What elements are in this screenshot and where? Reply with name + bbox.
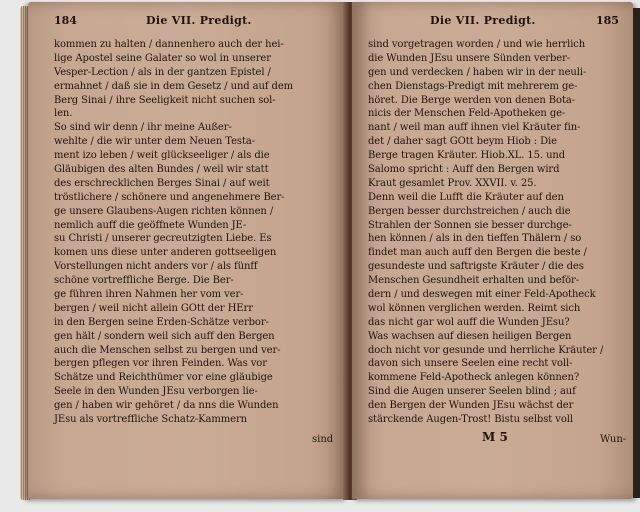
text-line: findet man auch auff den Bergen die beste / [368, 247, 587, 259]
right-catchword: Wun- [600, 434, 627, 445]
text-line: ment izo leben / weit glückseeliger / als die [54, 150, 270, 162]
text-line: Sind die Augen unserer Seelen blind ; auf [368, 386, 576, 398]
signature-mark: M 5 [482, 430, 508, 444]
book-cover-edge [633, 8, 640, 498]
text-line: ge unsere Glaubens-Augen richten können / [54, 205, 274, 217]
text-line: davon sich unsere Seelen eine recht voll- [368, 358, 573, 370]
text-line: gen / haben wir gehöret / da nns die Wunden [54, 400, 279, 412]
text-line: dern / und deswegen mit einer Feld-Apotheck [368, 289, 596, 301]
text-line: komen uns diese unter anderen gottseeligen [54, 247, 277, 259]
right-page-text [368, 38, 603, 427]
text-line: das nicht gar wol auff die Wunden JEsu? [368, 316, 570, 328]
text-line: kommene Feld-Apotheck anlegen können? [368, 372, 580, 384]
text-line: die Wunden JEsu unsere Sünden verber- [368, 52, 571, 64]
text-line: det / daher sagt GOtt beym Hiob : Die [368, 136, 557, 148]
text-line: stärckende Augen-Trost! Bistu selbst voll [368, 414, 573, 426]
text-line: sind vorgetragen worden / und wie herrlich [368, 39, 586, 50]
text-line: Vesper-Lection / als in der gantzen Epistel / [54, 66, 271, 78]
left-page [28, 2, 348, 499]
left-running-title: Die VII. Predigt. [146, 14, 252, 27]
text-line: nemlich auff die geöffnete Wunden JE- [54, 219, 247, 231]
text-line: nicis der Menschen Feld-Apotheken ge- [368, 108, 566, 120]
text-line: gen und verdecken / haben wir in der neuli- [368, 66, 587, 78]
text-line: in den Bergen seine Erden-Schätze verbor- [54, 316, 269, 328]
text-line: Denn weil die Lufft die Kräuter auf den [368, 191, 564, 203]
text-line: Bergen besser durchstreichen / auch die [368, 205, 571, 217]
text-line: Gläubigen des alten Bundes / weil wir statt [54, 164, 269, 176]
text-line: nant / weil man auff ihnen viel Kräuter fin- [368, 122, 581, 134]
right-page-number: 185 [596, 14, 619, 27]
text-line: hen können / als in den tieffen Thälern / so [368, 233, 582, 245]
right-running-title: Die VII. Predigt. [430, 14, 536, 27]
text-line: Vorstellungen nicht anders vor / als fünff [54, 261, 258, 273]
text-line: gen hält / sondern weil sich auff den Bergen [54, 330, 275, 342]
text-line: wehlte / die wir unter dem Neuen Testa- [54, 136, 255, 148]
text-line: su Christi / unserer gecreutzigten Liebe. Es [54, 233, 272, 245]
text-line: len. [54, 108, 73, 120]
text-line: Kraut gesamlet Prov. XXVII. v. 25. [368, 177, 537, 189]
text-line: bergen / weil nicht allein GOtt der HErr [54, 302, 253, 314]
text-line: schöne vortreffliche Berge. Die Ber- [54, 275, 234, 287]
text-line: Strahlen der Sonnen sie besser durchge- [368, 219, 572, 231]
text-line: Berge tragen Kräuter. Hiob.XL. 15. und [368, 150, 566, 162]
open-book [10, 2, 636, 502]
text-line: tröstlichere / schönere und angenehmere Ber- [54, 191, 285, 203]
left-page-number: 184 [54, 14, 77, 27]
text-line: doch nicht vor gesunde und herrliche Kräuter / [368, 344, 604, 356]
text-line: bergen pflegen vor ihren Feinden. Was vor [54, 358, 267, 370]
left-page-text [54, 38, 293, 427]
text-line: den Bergen der Wunden JEsu wächst der [368, 400, 574, 412]
text-line: ermahnet / daß sie in dem Gesetz / und auf dem [54, 80, 294, 92]
text-line: Was wachsen auf diesen heiligen Bergen [368, 330, 572, 342]
text-line: So sind wir denn / ihr meine Außer- [54, 122, 232, 134]
text-line: wol können verglichen werden. Reimt sich [368, 302, 581, 314]
text-line: des erschrecklichen Berges Sinai / auf weit [54, 177, 270, 189]
text-line: ge führen ihren Nahmen her vom ver- [54, 289, 244, 301]
right-page [352, 2, 633, 499]
text-line: chen Dienstags-Predigt mit mehrerem ge- [368, 80, 578, 92]
text-line: lige Apostel seine Galater so wol in unserer [54, 52, 271, 64]
text-line: Salomo spricht : Auff den Bergen wird [368, 164, 560, 176]
text-line: gesundeste und saftrigste Kräuter / die des [368, 261, 584, 273]
text-line: Seele in den Wunden JEsu verborgen lie- [54, 386, 258, 398]
text-line: Berg Sinai / ihre Seeligkeit nicht suchen sol- [54, 94, 276, 106]
text-line: kommen zu halten / dannenhero auch der hei- [54, 39, 284, 50]
text-line: auch die Menschen selbst zu bergen und ver- [54, 344, 281, 356]
text-line: höret. Die Berge werden von denen Bota- [368, 94, 576, 106]
text-line: Schätze und Reichthümer vor eine gläubige [54, 372, 273, 384]
left-catchword: sind [312, 434, 334, 445]
text-line: Menschen Gesundheit erhalten und beför- [368, 275, 579, 287]
text-line: JEsu als vortreffliche Schatz-Kammern [54, 414, 247, 426]
